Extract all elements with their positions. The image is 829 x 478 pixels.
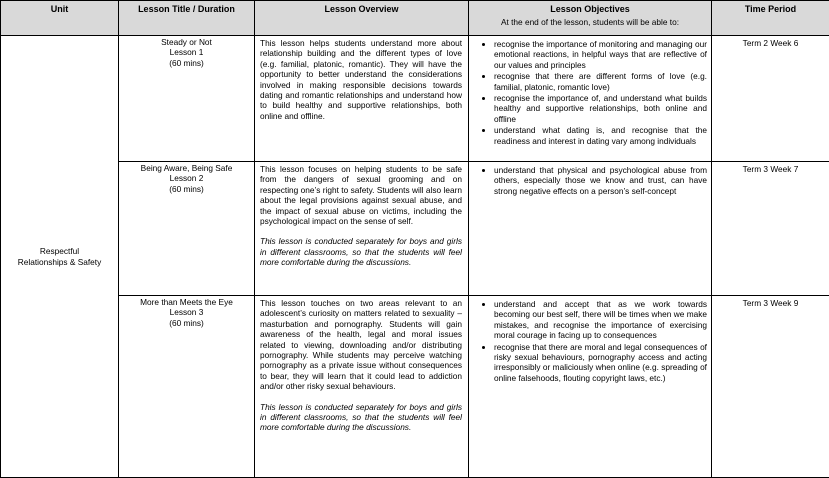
lesson-row: [1, 296, 829, 478]
lesson-title: Being Aware, Being Safe: [122, 163, 251, 173]
unit-cell: [1, 36, 119, 478]
objective-item: • understand what dating is, and recognise that the readiness and interest in dating vary among individuals: [494, 125, 707, 146]
lesson-duration: (60 mins): [122, 58, 251, 68]
lesson-duration: (60 mins): [122, 318, 251, 328]
header-unit: Unit: [1, 1, 119, 36]
objective-item: • recognise the importance of, and understand what builds healthy and supportive relationships, both online and offline: [494, 93, 707, 124]
time-period-cell: Term 3 Week 7: [712, 162, 829, 296]
lesson-number: Lesson 1: [122, 47, 251, 57]
unit-line-1: Respectful: [4, 246, 115, 256]
lesson-row: [1, 162, 829, 296]
lesson-number: Lesson 3: [122, 307, 251, 317]
objective-item: • understand that physical and psychological abuse from others, especially those we know and trust, can have strong negative effects on a person’s self-concept: [494, 165, 707, 196]
unit-line-2: Relationships & Safety: [4, 257, 115, 267]
time-period-cell: Term 3 Week 9: [712, 296, 829, 478]
lesson-overview-text: This lesson focuses on helping students to be safe from the dangers of sexual grooming and on respecting one’s right to safety. Students will also learn about the legal provisions against sexual abuse, and the impact of sexual abuse on victims, including the psychological impact on the sense of self.: [260, 164, 462, 226]
objective-item: • recognise that there are different forms of love (e.g. familial, platonic, romantic love): [494, 71, 707, 92]
header-objectives-subtitle: At the end of the lesson, students will be able to:: [472, 17, 708, 27]
header-objectives: [469, 1, 712, 36]
lesson-title-cell: [119, 296, 255, 478]
objectives-list: [471, 165, 707, 196]
lesson-objectives-cell: [469, 296, 712, 478]
lesson-objectives-cell: [469, 36, 712, 162]
lesson-row: [1, 36, 829, 162]
objective-item: • understand and accept that as we work towards becoming our best self, there will be times when we make mistakes, and recognise the importance of exercising moral courage in facing up to consequences: [494, 299, 707, 341]
lesson-duration: (60 mins): [122, 184, 251, 194]
lesson-title-cell: [119, 162, 255, 296]
header-lesson-title: Lesson Title / Duration: [119, 1, 255, 36]
header-overview: Lesson Overview: [255, 1, 469, 36]
lesson-title-cell: [119, 36, 255, 162]
lesson-note: This lesson is conducted separately for boys and girls in different classrooms, so that the students will feel more comfortable during the discussions.: [260, 402, 462, 433]
lesson-overview-cell: [255, 296, 469, 478]
lesson-overview-cell: [255, 36, 469, 162]
lesson-overview-text: This lesson helps students understand more about relationship building and the different types of love (e.g. familial, platonic, romantic). They will have the opportunity to better understand the considerations involved in making responsible decisions towards dating and romantic relationships and understand how to build healthy and supportive relationships, both online and offline.: [260, 38, 462, 121]
objectives-list: [471, 39, 707, 146]
lesson-number: Lesson 2: [122, 173, 251, 183]
lesson-overview-cell: [255, 162, 469, 296]
header-row: [1, 1, 829, 36]
lesson-overview-text: This lesson touches on two areas relevant to an adolescent’s curiosity on matters related to sexuality – masturbation and pornography. Students will gain awareness of the health, legal and moral issues related to viewing, downloading and/or distributing pornography. While students may perceive watching pornography as a private issue without consequences to bear, they will learn that it could lead to addiction and/or other risky sexual behaviours.: [260, 298, 462, 392]
lesson-title: More than Meets the Eye: [122, 297, 251, 307]
objective-item: • recognise that there are moral and legal consequences of risky sexual behaviours, pornography access and acting irresponsibly or maliciously when online (e.g. spreading of online falsehoods, flouting copyright laws, etc.): [494, 342, 707, 384]
header-objectives-title: Lesson Objectives: [550, 4, 630, 14]
header-time-period: Time Period: [712, 1, 829, 36]
objectives-list: [471, 299, 707, 383]
time-period-cell: Term 2 Week 6: [712, 36, 829, 162]
objective-item: • recognise the importance of monitoring and managing our emotional reactions, in helpful ways that are reflective of our values and principles: [494, 39, 707, 70]
lesson-title: Steady or Not: [122, 37, 251, 47]
lesson-note: This lesson is conducted separately for boys and girls in different classrooms, so that the students will feel more comfortable during the discussions.: [260, 236, 462, 267]
lesson-objectives-cell: [469, 162, 712, 296]
